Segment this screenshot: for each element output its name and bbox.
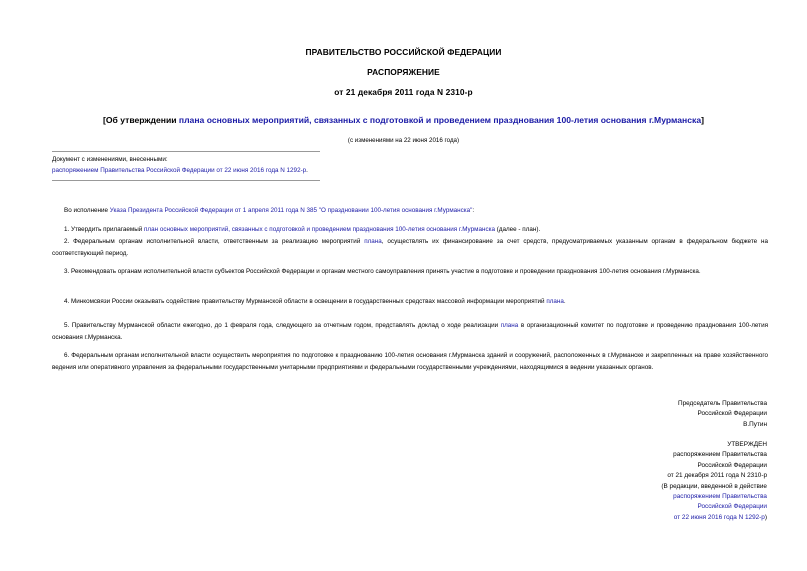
item-4-pre: 4. Минкомсвязи России оказывать содействие правительству Мурманской области в освещении в государственных средствах массовой информации мероприятий bbox=[64, 298, 547, 305]
item-4-plan-link[interactable]: плана bbox=[546, 298, 564, 305]
item-1-plan-link[interactable]: план основных мероприятий, связанных с подготовкой и проведением празднования 100-летия основания г.Мурманска bbox=[144, 226, 495, 233]
changes-box-tail: . bbox=[306, 167, 308, 174]
intro-post: : bbox=[472, 207, 475, 214]
document-title bbox=[0, 115, 807, 125]
approval-close-paren: ) bbox=[764, 513, 767, 521]
signature-name: В.Путин bbox=[743, 420, 767, 428]
item-1-pre: 1. Утвердить прилагаемый bbox=[64, 226, 145, 233]
changes-box-link[interactable]: распоряжением Правительства Российской Федерации от 22 июня 2016 года N 1292-р bbox=[52, 167, 307, 174]
item-1-post: (далее - план). bbox=[494, 226, 541, 233]
approval-block bbox=[661, 440, 767, 523]
document-type: РАСПОРЯЖЕНИЕ bbox=[367, 67, 440, 77]
changes-box-top-rule bbox=[52, 151, 320, 152]
approval-amendment-link-line2[interactable]: Российской Федерации bbox=[697, 503, 767, 511]
approval-label: УТВЕРЖДЕН bbox=[727, 441, 767, 448]
item-2-pre: 2. Федеральным органам исполнительной власти, ответственным за реализацию мероприятий bbox=[64, 238, 365, 245]
approval-line2: Российской Федерации bbox=[697, 461, 767, 469]
item-1 bbox=[52, 224, 768, 236]
changes-box-entry bbox=[52, 165, 768, 177]
item-2 bbox=[52, 236, 768, 259]
changes-box-bottom-rule bbox=[52, 180, 320, 181]
signature-block bbox=[678, 399, 767, 430]
approval-amendment-line3 bbox=[661, 513, 767, 523]
document-date-number: от 21 декабря 2011 года N 2310-р bbox=[334, 87, 473, 97]
intro-pre: Во исполнение bbox=[64, 207, 110, 214]
signature-position-line2: Российской Федерации bbox=[697, 410, 767, 418]
item-6: 6. Федеральным органам исполнительной власти осуществить мероприятия по подготовке к празднованию 100-летия основания г.Мурманска зданий и сооружений, расположенных в г.Мурманске и закрепленных на праве хозяйственного ведения или оперативного управления за федеральными государственными унитарными предприятиями и федеральными государственными учреждениями, находящимися в ведении указанных органов. bbox=[52, 352, 768, 371]
item-3: 3. Рекомендовать органам исполнительной власти субъектов Российской Федерации и органам местного самоуправления принять участие в подготовке и проведении празднования 100-летия основания г.Мурманска. bbox=[64, 268, 701, 275]
item-5-post: в организационный комитет по подготовке и проведению празднования 100-летия основания г.Мурманска. bbox=[52, 322, 768, 341]
approval-amendment-link-line1[interactable]: распоряжением Правительства bbox=[673, 493, 767, 501]
changes-box-label: Документ с изменениями, внесенными: bbox=[52, 156, 168, 163]
approval-line1: распоряжением Правительства bbox=[673, 451, 767, 459]
amendment-note: (с изменениями на 22 июня 2016 года) bbox=[347, 137, 460, 144]
item-5-plan-link[interactable]: плана bbox=[500, 322, 519, 329]
title-plan-link[interactable]: плана основных мероприятий, связанных с подготовкой и проведением празднования 100-летия основания г.Мурманска bbox=[178, 115, 702, 125]
item-5 bbox=[52, 320, 768, 343]
signature-position-line1: Председатель Правительства bbox=[678, 400, 767, 407]
item-4 bbox=[52, 296, 768, 308]
decree-link[interactable]: Указа Президента Российской Федерации от 1 апреля 2011 года N 385 "О праздновании 100-летия основания г.Мурманска" bbox=[109, 207, 473, 214]
title-close: ] bbox=[701, 115, 704, 125]
approval-note: (В редакции, введенной в действие bbox=[661, 482, 767, 490]
intro-paragraph bbox=[52, 205, 768, 217]
issuing-authority: ПРАВИТЕЛЬСТВО РОССИЙСКОЙ ФЕДЕРАЦИИ bbox=[305, 47, 502, 57]
item-2-post: , осуществлять их финансирование за счет средств, предусматриваемых указанным органам в федеральном бюджете на соответствующий период. bbox=[52, 238, 768, 257]
item-5-pre: 5. Правительству Мурманской области ежегодно, до 1 февраля года, следующего за отчетным годом, представлять доклад о ходе реализации bbox=[64, 322, 501, 329]
approval-amendment-link-line3[interactable]: от 22 июня 2016 года N 1292-р bbox=[673, 513, 765, 521]
item-2-plan-link[interactable]: плана bbox=[364, 238, 382, 245]
item-4-post: . bbox=[563, 298, 566, 305]
title-open: [Об утверждении bbox=[103, 115, 179, 125]
approval-line3: от 21 декабря 2011 года N 2310-р bbox=[667, 472, 767, 480]
